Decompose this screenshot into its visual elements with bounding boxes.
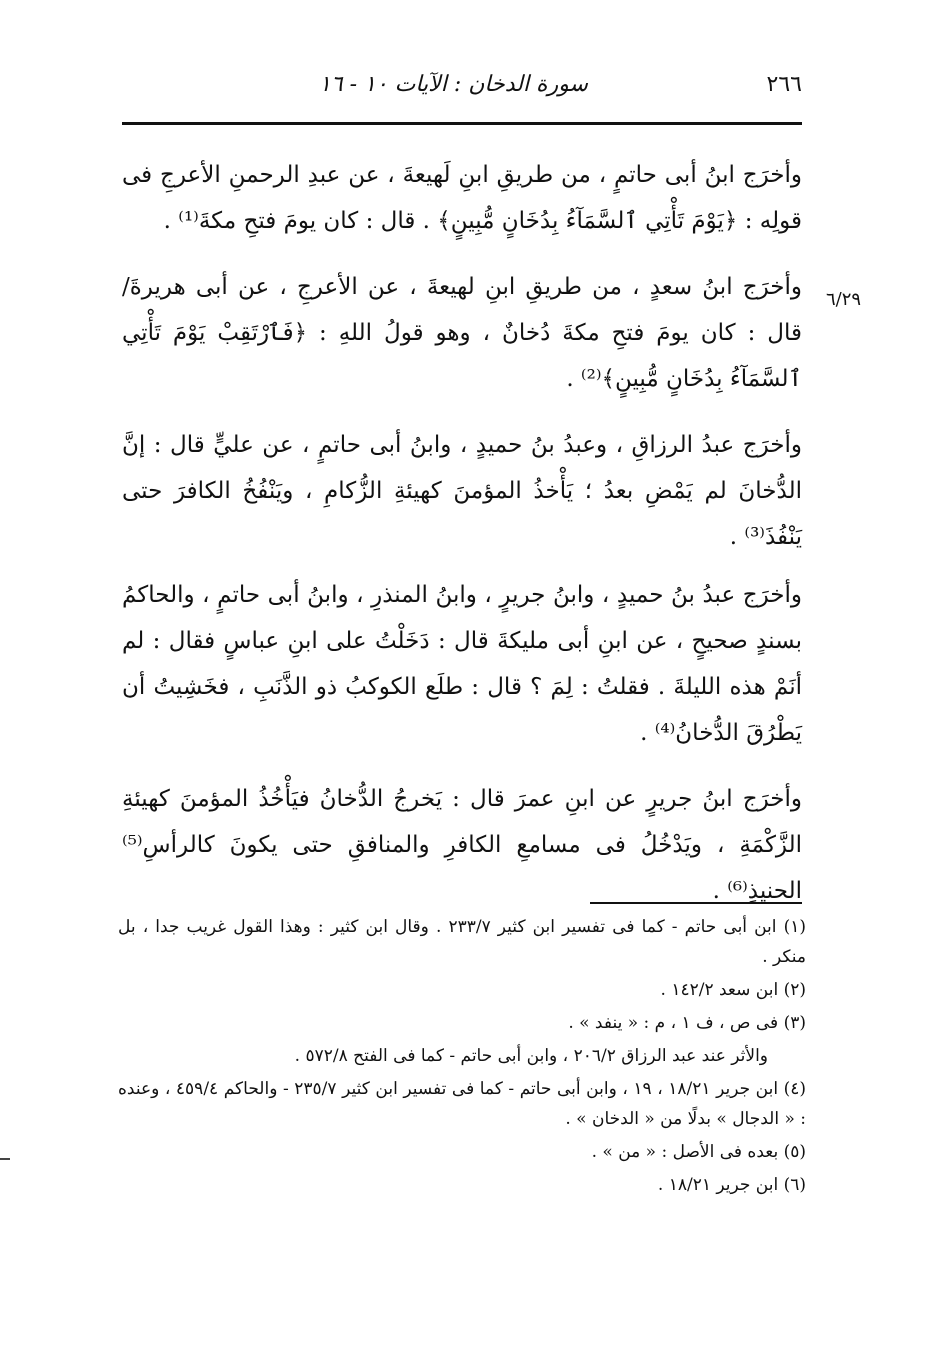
footnote: (٢) ابن سعد ١٤٢/٢ . bbox=[660, 980, 806, 1000]
scan-edge-mark bbox=[0, 1158, 10, 1160]
paragraph: وأخرَج عبدُ الرزاقِ ، وعبدُ بنُ حميدٍ ، وابنُ أبى حاتمٍ ، عن عليٍّ قال : إنَّ الدُّخانَ لم يَمْضِ بعدُ ؛ يَأْخذُ المؤمنَ كهيئةِ الزُّكامِ ، ويَنْفُخُ الكافرَ حتى يَنْفُذَ⁽³⁾ . bbox=[122, 432, 802, 550]
paragraph: وأخرَج ابنُ جريرٍ عن ابنِ عمرَ قال : يَخرجُ الدُّخانُ فيَأْخُذُ المؤمنَ كهيئةِ الزَّكْمَةِ ، ويَدْخُلُ فى مسامعِ الكافرِ والمنافقِ حتى يكونَ كالرأسِ⁽⁵⁾ الحنيذِ⁽⁶⁾ . bbox=[122, 786, 802, 904]
header-rule bbox=[122, 122, 802, 125]
page-number: ٢٦٦ bbox=[766, 72, 802, 97]
footnote-continuation: والأثر عند عبد الرزاق ٢٠٦/٢ ، وابن أبى حاتم - كما فى الفتح ٥٧٢/٨ . bbox=[294, 1046, 768, 1066]
page-header bbox=[122, 72, 802, 112]
margin-reference: ٦/٢٩ bbox=[826, 289, 862, 310]
footnote: (٥) بعده فى الأصل : « من » . bbox=[591, 1142, 806, 1162]
footnote: (٣) فى ص ، ف ١ ، م : « ينفد » . bbox=[568, 1013, 806, 1033]
footnote: (١) ابن أبى حاتم - كما فى تفسير ابن كثير ٢٣٣/٧ . وقال ابن كثير : وهذا القول غريب جدا ، بل منكر . bbox=[118, 917, 807, 967]
main-text bbox=[122, 152, 802, 926]
running-title: سورة الدخان : الآيات ١٠ - ١٦ bbox=[318, 72, 588, 97]
footnote: (٦) ابن جرير ١٨/٢١ . bbox=[657, 1175, 806, 1195]
paragraph: وأخرَج ابنُ أبى حاتمٍ ، من طريقِ ابنِ لَهيعةَ ، عن عبدِ الرحمنِ الأعرجِ فى قولِه : ﴿يَوْمَ تَأْتِي ٱلسَّمَآءُ بِدُخَانٍ مُّبِينٍ﴾ . قال : كان يومَ فتحِ مكةَ⁽¹⁾ . bbox=[122, 162, 802, 234]
paragraph: وأخرَج عبدُ بنُ حميدٍ ، وابنُ جريرٍ ، وابنُ المنذرِ ، وابنُ أبى حاتمٍ ، والحاكمُ بسندٍ صحيحٍ ، عن ابنِ أبى مليكةَ قال : دَخَلْتُ على ابنِ عباسٍ فقال : لم أنَمْ هذه الليلةَ . فقلتُ : لِمَ ؟ قال : طلَع الكوكبُ ذو الذَّنَبِ ، فخَشِيتُ أن يَطْرُقَ الدُّخانُ⁽⁴⁾ . bbox=[122, 582, 802, 746]
footnotes bbox=[118, 912, 806, 1203]
footnote-rule bbox=[590, 902, 802, 904]
footnote: (٤) ابن جرير ١٨/٢١ ، ١٩ ، وابن أبى حاتم - كما فى تفسير ابن كثير ٢٣٥/٧ - والحاكم ٤٥٩/٤ ، وعنده : « الدجال » بدلًا من « الدخان » . bbox=[118, 1079, 807, 1129]
paragraph: وأخرَج ابنُ سعدٍ ، من طريقِ ابنِ لهيعةَ ، عن الأعرجِ ، عن أبى هريرةَ/ قال : كان يومَ فتحِ مكةَ دُخانٌ ، وهو قولُ اللهِ : ﴿فَٱرْتَقِبْ يَوْمَ تَأْتِي ٱلسَّمَآءُ بِدُخَانٍ مُّبِينٍ﴾⁽²⁾ . bbox=[122, 274, 802, 392]
